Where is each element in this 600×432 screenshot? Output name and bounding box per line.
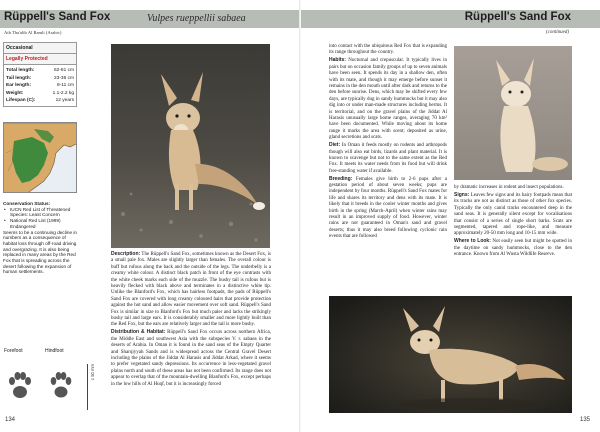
left-page-number: 134 [5, 417, 16, 423]
stat-label: Total length: [6, 68, 35, 73]
stat-value: 62-81 cm [54, 68, 74, 73]
diet-text: In Oman it feeds mostly on rodents and arthropods though will also eat birds, lizards and plant material. It is known to scavenge but not to the same extent as the Red Fox. It meets its water needs from its food but will drink free-standing water if available. [329, 143, 448, 174]
fox-photo-bottom [329, 296, 572, 413]
page-gutter [299, 0, 301, 432]
signs-text: Leaves few signs and its hairy footpads mean that its tracks are not as distinct as those of other fox species. Typically the only canid tracks encountered deep in the sand seas. It is generally silent except for vocalisations that consist of a series of single short barks. Scats are segmented, tapered and rope-like, and measure approximately 20-50 mm long and 10-15 mm wide. [454, 192, 572, 237]
occurrence-status: Occasional [4, 43, 76, 54]
range-map [3, 122, 77, 193]
conservation-item: • National Red List (1999) Endangered [3, 218, 77, 229]
fox-photo-top-right [454, 46, 572, 180]
stat-value: 1.1-2.2 kg [52, 90, 74, 96]
habits-heading: Habits: [329, 57, 346, 64]
scale-bar [87, 364, 88, 410]
stat-row [6, 67, 74, 75]
distribution-text: Rüppell's Sand Fox occurs across northern Africa, the Middle East and southwest Asia with the subspecies V. r. sabaea in the deserts of Arabia. In Oman it is found in the sand seas of the Empty Quarter and Sharqiyyah Sands and is widespread across the Central Gravel Desert including the plains of the Jiddat Al Harasis and Jiddat Arkad, where it seems to prefer vegetated sandy depressions. Its occurrence in less-vegetated gravel plains north and south of these areas has not been confirmed. Its range does not appear to overlap that of the mountain-dwelling Blanford's Fox, except perhaps in the low hills of Al Huqf, but it is increasingly forced [111, 330, 272, 387]
scale-label: c 50 mm [90, 364, 95, 381]
stat-row [6, 90, 74, 98]
right-body-text [454, 185, 572, 285]
description-heading: Description: [111, 251, 141, 257]
arabic-name: Ath Tha'alib Al Ramli (Arabic) [4, 30, 62, 35]
status-box [3, 42, 77, 65]
stat-value: 8-11 cm [57, 83, 74, 88]
range-map-graphic [4, 123, 77, 193]
track-illustrations [3, 348, 103, 414]
diet-heading: Diet: [329, 142, 341, 149]
where-heading: Where to Look: [454, 238, 491, 245]
signs-heading: Signs: [454, 191, 470, 198]
conservation-item: • IUCN Red List of Threatened Species: Least Concern [3, 207, 77, 218]
conservation-list [3, 207, 77, 230]
left-page-title: Rüppell's Sand Fox [4, 11, 111, 23]
distribution-heading: Distribution & Habitat: [111, 329, 166, 336]
conservation-text: Seems to be a continuing decline in numbers as a consequence of habitat loss through off-road driving and overgrazing. It is also being replaced in many areas by the Red Fox that is spreading across the desert following the expansion of human settlements. [3, 229, 78, 275]
hindfoot-track-icon [48, 370, 74, 402]
hindfoot-label: Hindfoot [45, 348, 64, 354]
stat-row [6, 82, 74, 90]
fox-photo-main [111, 44, 270, 248]
latin-name: Vulpes rueppellii sabaea [147, 13, 246, 24]
fox-photo-sitting [454, 46, 572, 180]
where-text: Not easily seen but might be spotted in the daytime on sandy hummocks, close to the den entrance. Known from Al Wusta Wildlife Reserve. [454, 239, 573, 258]
protection-status: Legally Protected [6, 56, 48, 62]
stat-value: 23-36 cm [54, 75, 74, 81]
stat-label: Ear length: [6, 83, 32, 88]
stat-value: 12 years [55, 98, 74, 103]
right-page-title: Rüppell's Sand Fox [464, 11, 571, 23]
stat-row [6, 75, 74, 83]
habits-text: Nocturnal and crepuscular. It typically lives in pairs but on occasion family groups of up to seven animals have been seen. It spends its day in a shallow den, often with its mate, and though it may emerge before sunset it remains in the den mouth until after dark and returns to the den before sunrise. Dens, which may be shifted every few days, are typically dug in sandy hummocks but it may also dig into or under man-made structures including berms. It is territorial, and on the gravel plains of the Jiddat Al Harasis unusually large home ranges, averaging 70 km² have been documented. While moving about its home range it marks the area with scent; deposited as urine, gland secretions and scats. [329, 58, 447, 141]
conservation-title: Conservation Status: [3, 201, 51, 206]
description-text: The Rüppell's Sand Fox, sometimes known as the Desert Fox, is a small pale fox. Males are slightly larger than females. The overall colour is buff but rufous along the back and the outside of the legs. The underbelly is a creamy white colour. A distinct black patch in front of the eye contrasts with the white cheek marks each side of the muzzle. The bushy tail is rufous but is heavily flecked with black above and terminates in a distinctive white tip. Unlike the Blanford's Fox, which has hairless footpads, the pads of Rüppell's Sand Fox are covered with long creamy coloured hairs that provide protection against the hot sand and allow easier movement over soft sand. Rüppell's Sand Fox is similar in size to Blanford's Fox but much paler and lacks the strikingly bushy tail and large ears. It is considerably smaller and more lightly built than the Red Fox, but the ears are relatively larger and the tail is more bushy. [111, 252, 271, 328]
stat-row [6, 97, 74, 105]
right-page-number: 135 [579, 417, 590, 423]
right-header-bar [301, 10, 600, 28]
breeding-heading: Breeding: [329, 175, 353, 182]
continued-label: (continued) [545, 30, 569, 35]
stats-table [3, 65, 77, 107]
middle-body-text [329, 44, 447, 290]
breeding-text: Females give birth to 2-6 pups after a gestation period of about seven weeks; pups are independent by four months. Rüppell's Sand Fox mates for life and shares its territory and dens with its mate. It is likely that it breeds in the cooler winter months and gives birth in the spring (March-April) when winter rains may result in an improved supply of food. However, winter rains are not guaranteed in Oman's sand and gravel deserts; thus it may also breed following cyclonic rain events that are followed [329, 176, 448, 240]
fox-photo [111, 44, 270, 248]
left-body-text [111, 251, 271, 411]
stat-label: Tail length: [6, 75, 32, 81]
stat-label: Lifespan (C): [6, 98, 36, 103]
forefoot-track-icon [7, 370, 33, 402]
forefoot-label: Forefoot [4, 348, 23, 354]
mid-intro-text: into contact with the ubiquitous Red Fox that is expanding its range throughout the country. [329, 44, 447, 56]
fox-photo-night [329, 296, 572, 413]
left-header-bar [0, 10, 299, 28]
right-intro-text: by dramatic increases in rodent and insect populations. [454, 185, 564, 190]
stat-label: Weight: [6, 90, 24, 96]
